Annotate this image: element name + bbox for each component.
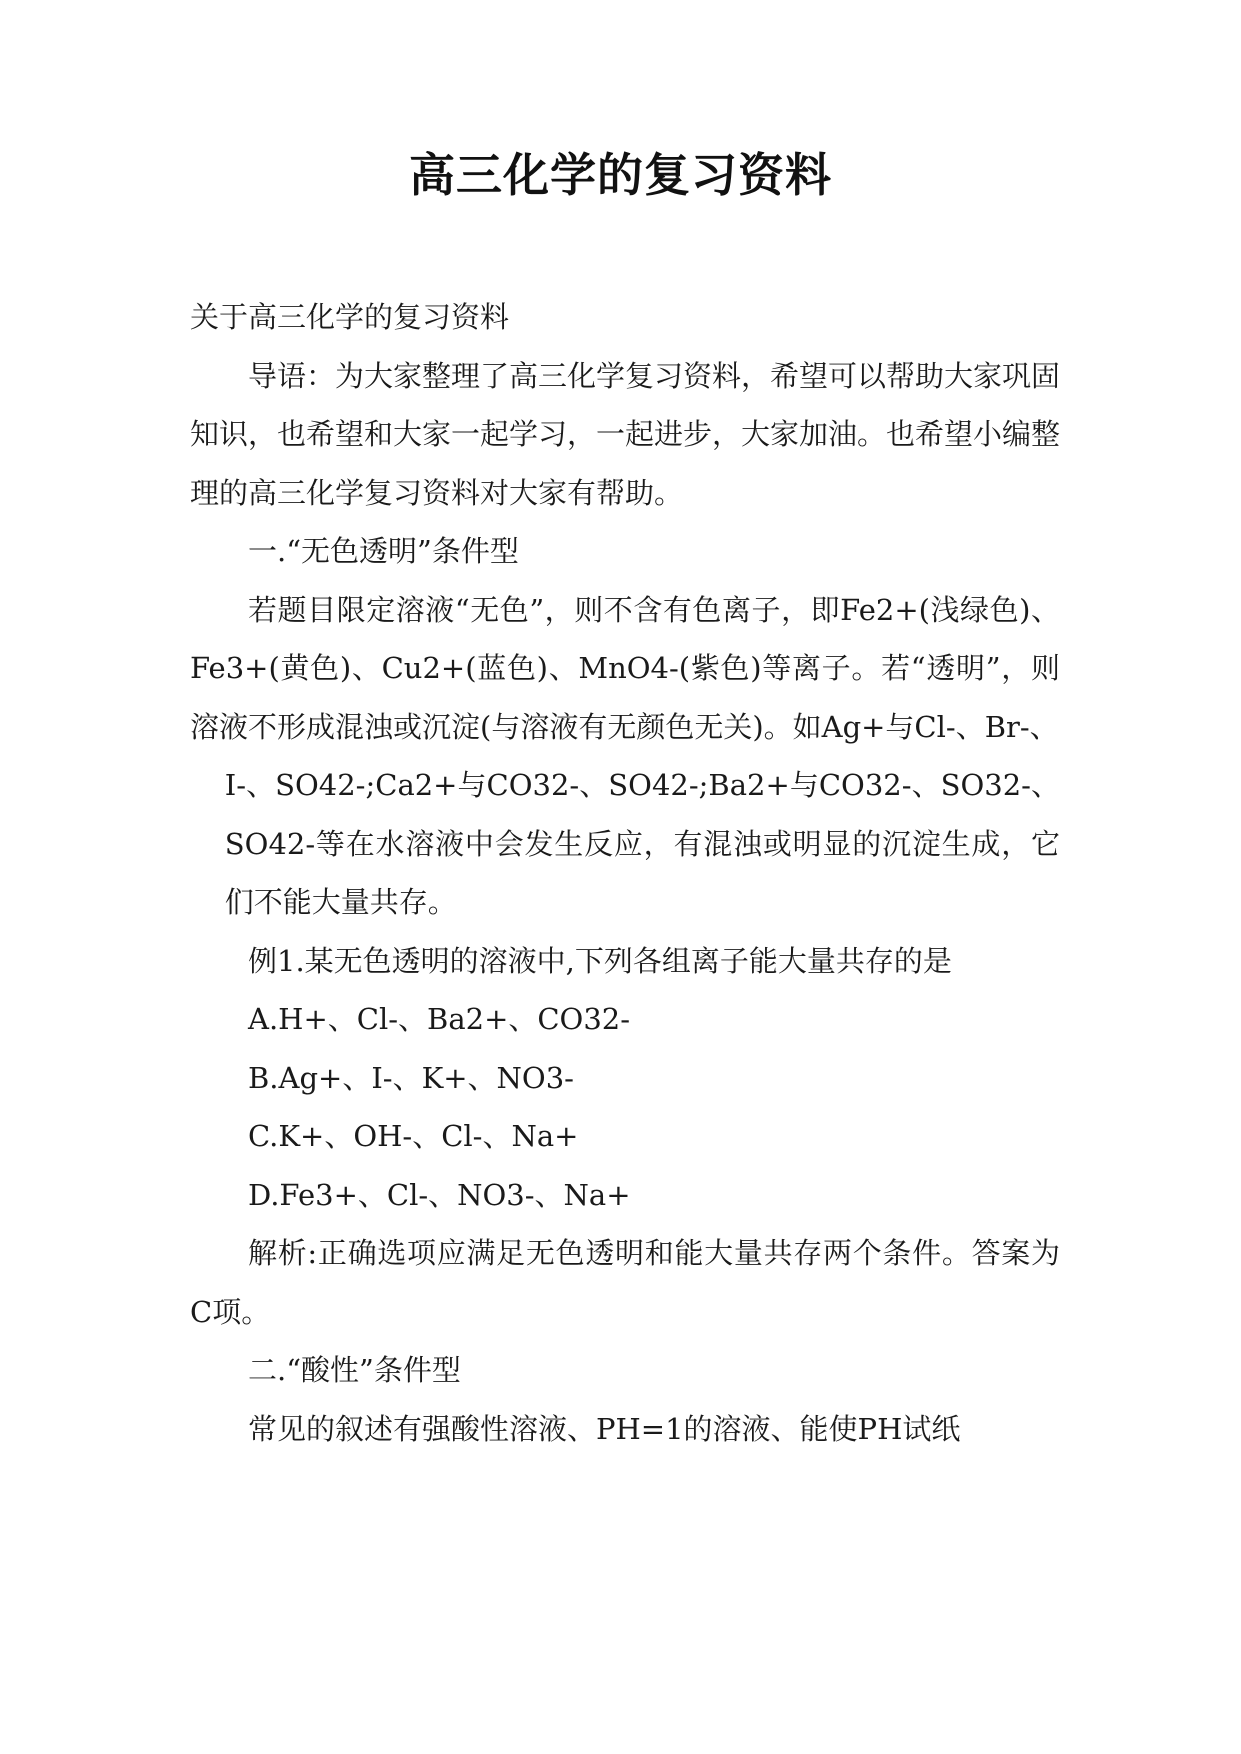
paragraph-ion-reactions: I-、SO42-;Ca2+与CO32-、SO42-;Ba2+与CO32-、SO32-、SO42-等在水溶液中会发生反应，有混浊或明显的沉淀生成，它们不能大量共存。	[224, 768, 1060, 919]
document-title: 高三化学的复习资料	[409, 148, 832, 202]
option-a: A.H+、Cl-、Ba2+、CO32-	[248, 1002, 631, 1036]
option-c: C.K+、OH-、Cl-、Na+	[248, 1119, 579, 1153]
section-heading-1: 一.“无色透明”条件型	[248, 534, 519, 568]
section-heading-2: 二.“酸性”条件型	[248, 1353, 461, 1387]
paragraph-intro: 导语：为大家整理了高三化学复习资料，希望可以帮助大家巩固知识，也希望和大家一起学习，一起进步，大家加油。也希望小编整理的高三化学复习资料对大家有帮助。	[190, 358, 1061, 510]
option-b: B.Ag+、I-、K+、NO3-	[248, 1060, 574, 1095]
document-body	[190, 288, 1060, 1458]
paragraph-subtitle: 关于高三化学的复习资料	[190, 300, 510, 334]
option-d: D.Fe3+、Cl-、NO3-、Na+	[248, 1177, 631, 1212]
paragraph-example-1: 例1.某无色透明的溶液中,下列各组离子能大量共存的是	[248, 943, 952, 978]
paragraph-colorless-condition: 若题目限定溶液“无色”，则不含有色离子，即Fe2+(浅绿色)、Fe3+(黄色)、Cu2+(蓝色)、MnO4-(紫色)等离子。若“透明”，则溶液不形成混浊或沉淀(与溶液有无颜色无关)。如Ag+与Cl-、Br-、	[190, 592, 1060, 744]
paragraph-acidic-condition: 常见的叙述有强酸性溶液、PH=1的溶液、能使PH试纸	[248, 1411, 961, 1446]
paragraph-analysis: 解析:正确选项应满足无色透明和能大量共存两个条件。答案为C项。	[190, 1236, 1060, 1329]
